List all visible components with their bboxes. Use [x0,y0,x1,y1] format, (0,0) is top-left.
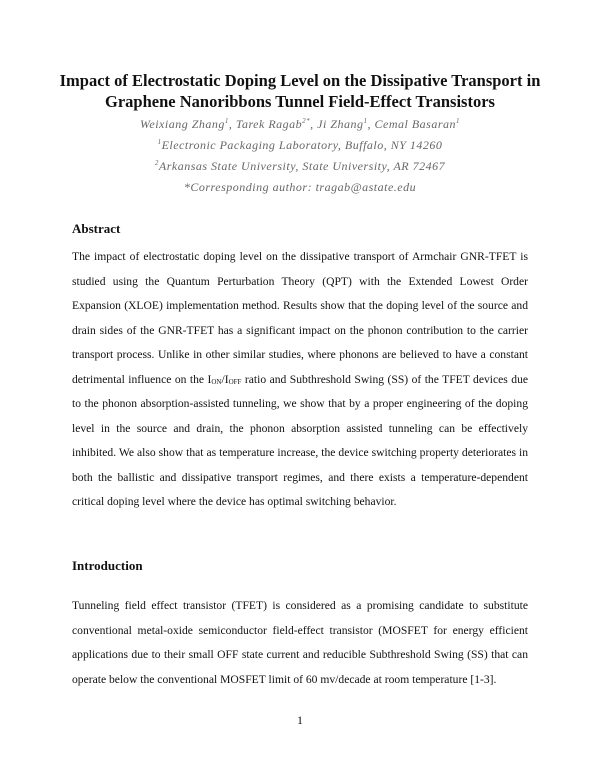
author-affiliation-mark: 1 [224,117,229,125]
corresponding-author: *Corresponding author: tragab@astate.edu [183,180,417,194]
affiliation-1 [40,138,560,153]
affiliation-text: Electronic Packaging Laboratory, Buffalo, NY 14260 [161,138,443,152]
author-name: Cemal Basaran [374,117,456,131]
subscript-on: ON [211,377,222,386]
abstract-text-part-2: ratio and Subthreshold Swing (SS) of the TFET devices due to the phonon absorption-assisted tunneling, we show that by a proper engineering of the doping level in the source and drain, the phonon absorption assisted tunneling can be effectively inhibited. We also show that as temperature increase, the device switching property deteriorates in both the ballistic and dissipative transport regimes, and there exists a temperature-dependent critical doping level where the device has optimal switching behavior. [72,372,529,508]
author-separator: , [367,117,375,131]
abstract-body [72,245,528,515]
abstract-heading: Abstract [72,221,121,236]
author-list [40,117,560,132]
page-number: 1 [297,713,303,727]
affiliation-text: Arkansas State University, State University, AR 72467 [158,159,446,173]
title-line-2: Graphene Nanoribbons Tunnel Field-Effect Transistors [105,92,495,111]
author-name: Ji Zhang [317,117,364,131]
author-name: Weixiang Zhang [139,117,225,131]
author-affiliation-mark: 2* [302,117,311,125]
author-affiliation-mark: 1 [456,117,460,125]
title-line-1: Impact of Electrostatic Doping Level on the Dissipative Transport in [59,71,541,90]
author-separator: , [228,117,236,131]
ratio-slash: /I [221,372,229,386]
abstract-text-part-1: The impact of electrostatic doping level on the dissipative transport of Armchair GNR-TFET is studied using the Quantum Perturbation Theory (QPT) with the Extended Lowest Order Expansion (XLOE) implementation method. Results show that the doping level of the source and drain sides of the GNR-TFET has a significant impact on the phonon contribution to the carrier transport process. Unlike in other similar studies, where phonons are believed to have a constant detrimental influence on the I [72,250,528,386]
author-name: Tarek Ragab [235,117,303,131]
subscript-off: OFF [228,377,242,386]
introduction-heading: Introduction [72,558,143,573]
affiliation-mark: 2 [154,159,159,167]
affiliation-2 [40,159,560,174]
author-affiliation-mark: 1 [363,117,368,125]
paper-title [40,70,560,112]
author-separator: , [310,117,318,131]
affiliation-mark: 1 [157,138,162,146]
introduction-body: Tunneling field effect transistor (TFET) is considered as a promising candidate to substitute conventional metal-oxide semiconductor field-effect transistor (MOSFET for energy efficient applications due to their small OFF state current and reducible Subthreshold Swing (SS) that can operate below the conventional MOSFET limit of 60 mv/decade at room temperature [1-3]. [72,599,528,686]
